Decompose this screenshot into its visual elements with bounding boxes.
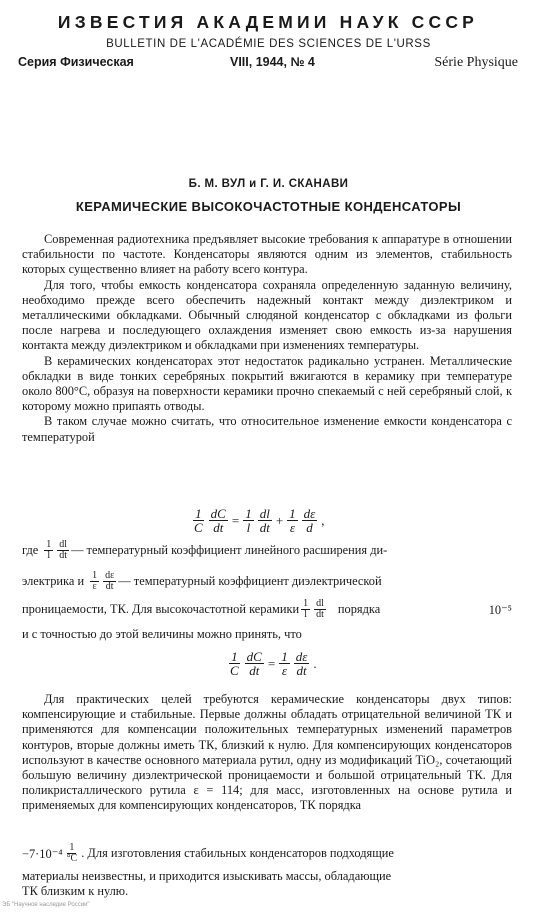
line-final-1: материалы неизвестны, и приходится изыскивать массы, обладающие xyxy=(22,869,392,883)
article-title: КЕРАМИЧЕСКИЕ ВЫСОКОЧАСТОТНЫЕ КОНДЕНСАТОРЫ xyxy=(75,199,462,214)
paragraph: Для того, чтобы емкость конденсатора сохраняла определенную заданную величину, необходимо прежде всего обеспечить надежный контакт между диэлектриком и металлическими обкладками. Обычный слюдяной конденсатор с обкладками из фольги после нагрева и последующего охлаждения изменяет свою емкость из-за нарушения контакта между диэлектриком и обкладками при изменениях температуры. xyxy=(22,277,512,353)
article-body-top xyxy=(22,232,512,445)
series-row xyxy=(18,55,518,73)
series-russian: Серия Физическая xyxy=(18,55,134,69)
line-final-2: ТК близким к нулю. xyxy=(22,884,129,898)
paragraph: В керамических конденсаторах этот недостаток радикально устранен. Металлические обкладки в виде тонких серебряных покрытий вжигаются в керамику при температуре около 800°C, образуя на поверхности керамики прочно спекаемый с ней серебряный слой, к которому можно припаять отводы. xyxy=(22,353,512,414)
equation-1: $\frac{1}{C}$ $\frac{dC}{dt}$ = $\frac{1}{l}$ $\frac{dl}{dt}$ + $\frac{1}{\varepsilon}$ $\frac{d\varepsilon}{d}$ , xyxy=(194,506,325,535)
article-authors: Б. М. ВУЛ и Г. И. СКАНАВИ xyxy=(188,178,349,190)
article-body-bottom xyxy=(22,692,512,814)
watermark: ЭБ "Научное наследие России" xyxy=(2,902,90,908)
paragraph: В таком случае можно считать, что относительное изменение емкости конденсатора с температурой xyxy=(22,414,512,444)
line-dielectric: электрика и $\frac{1}{\varepsilon}$ $\frac{d\varepsilon}{dt}$ — температурный коэффициент диэлектрической xyxy=(22,570,382,592)
line-tk-value: −7·10⁻⁴ $\frac{1}{^\circ C}$ . Для изготовления стабильных конденсаторов подходящие xyxy=(22,842,394,864)
line-permittivity: проницаемости, ТК. Для высокочастотной керамики $\frac{1}{l}$ $\frac{dl}{dt}$ порядка 10⁻⁵ xyxy=(22,598,512,620)
equation-2: $\frac{1}{C}$ $\frac{dC}{dt}$ = $\frac{1}{\varepsilon}$ $\frac{d\varepsilon}{dt}$ . xyxy=(230,649,317,678)
journal-title: ИЗВЕСТИЯ АКАДЕМИИ НАУК СССР xyxy=(57,12,479,32)
paragraph: Для практических целей требуются керамические конденсаторы двух типов: компенсирующие и стабильные. Первые должны обладать отрицательной величиной ТК и применяются для компенсации положительных температурных изменений параметров контуров, вторые должны иметь ТК, близкий к нулю. Для компенсирующих конденсаторов используют в качестве основного материала рутил, одну из модификаций TiO₂, сочетающий большую величину диэлектрической проницаемости и большой отрицательный ТК. Для поликристаллического рутила ε = 114; для масс, изготовленных на основе рутила и применяемых для компенсирующих конденсаторов, ТК порядка xyxy=(22,692,512,813)
line-accuracy: и с точностью до этой величины можно принять, что xyxy=(22,627,302,641)
paragraph: Современная радиотехника предъявляет высокие требования к аппаратуре в отношении стабильности по частоте. Конденсаторы являются одним из элементов, стабильность которых существенно влияет на работу всего контура. xyxy=(22,232,512,277)
series-french: Série Physique xyxy=(434,55,518,70)
volume-info: VIII, 1944, № 4 xyxy=(230,55,315,69)
journal-subtitle: BULLETIN DE L'ACADÉMIE DES SCIENCES DE L'URSS xyxy=(106,38,431,50)
line-where: где $\frac{1}{l}$ $\frac{dl}{dt}$ — температурный коэффициент линейного расширения ди- xyxy=(22,539,388,561)
